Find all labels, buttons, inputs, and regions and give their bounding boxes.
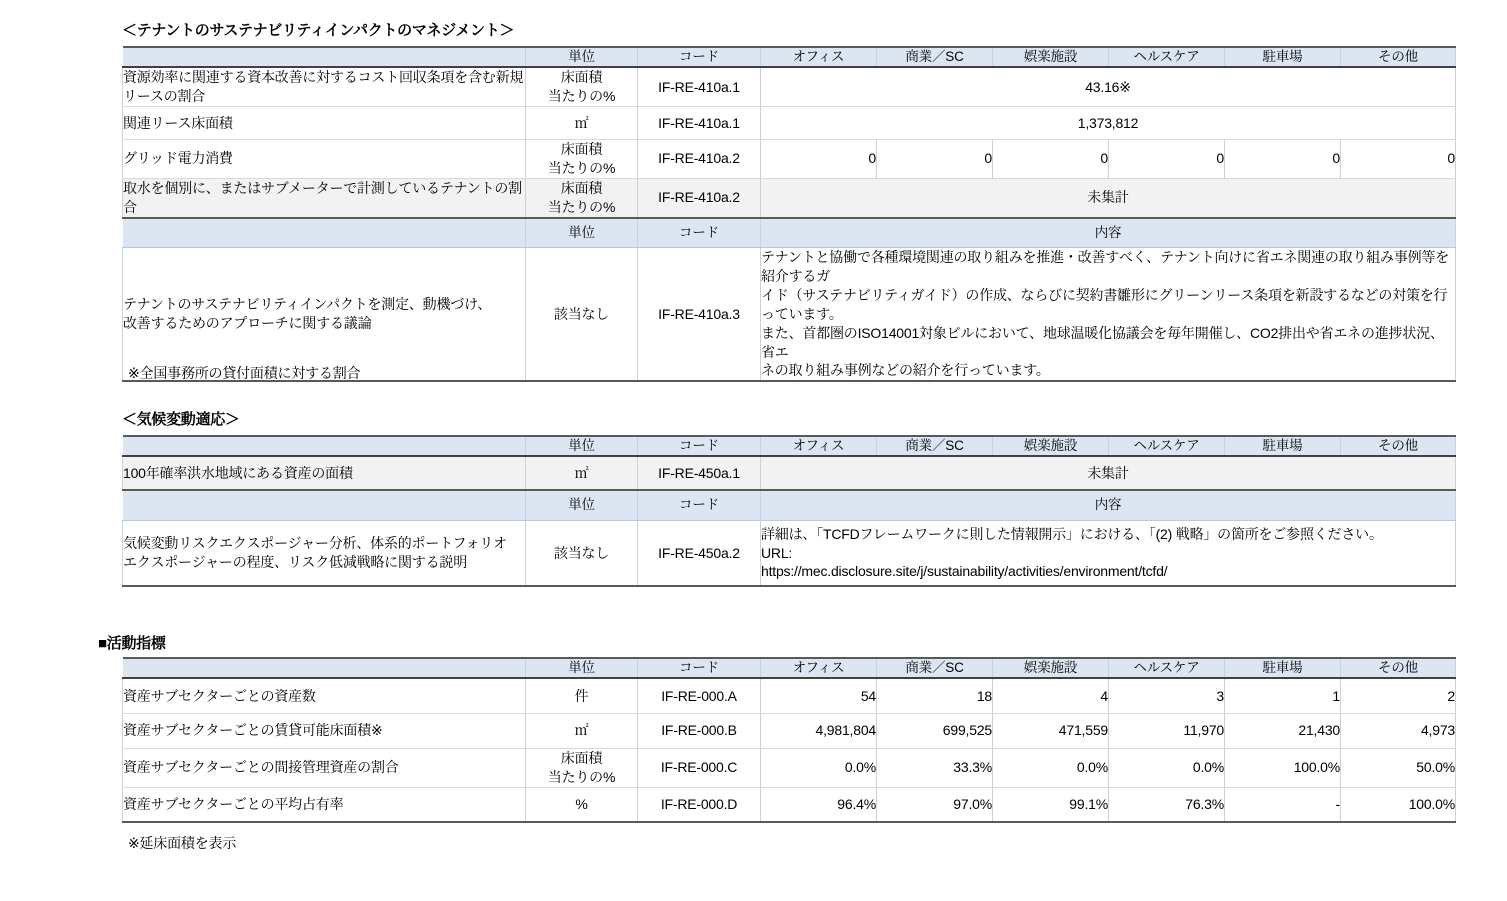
table-row xyxy=(123,748,1456,787)
subheader-code: コード xyxy=(638,218,761,248)
row-merged-value: 43.16※ xyxy=(761,67,1456,106)
unit-line-1: 床面積 xyxy=(560,141,603,157)
header-category-healthcare: ヘルスケア xyxy=(1109,436,1225,456)
row-value-entertainment: 0 xyxy=(993,140,1109,179)
subheader-unit: 単位 xyxy=(526,218,638,248)
row-value-parking: 21,430 xyxy=(1225,713,1341,748)
section-title-climate-adaptation: ＜気候変動適応＞ xyxy=(122,411,240,428)
row-label: グリッド電力消費 xyxy=(123,140,526,179)
unit-line-1: 床面積 xyxy=(560,179,603,196)
header-category-parking: 駐車場 xyxy=(1225,436,1341,456)
header-code: コード xyxy=(638,436,761,456)
row-unit xyxy=(526,748,638,787)
row-unit xyxy=(526,178,638,217)
header-category-parking: 駐車場 xyxy=(1225,47,1341,67)
unit-line-1: 床面積 xyxy=(560,69,603,86)
unit-line-2: 当たりの% xyxy=(547,768,616,785)
row-description xyxy=(761,248,1456,382)
table-header-row xyxy=(123,436,1456,456)
subheader-code: コード xyxy=(638,490,761,520)
row-value-office: 54 xyxy=(761,678,877,713)
unit-line-1: 床面積 xyxy=(560,749,603,766)
description-line-3: また、首都圏のISO14001対象ビルにおいて、地球温暖化協議会を毎年開催し、CO2排出や省エネの進捗状況、省エ xyxy=(761,324,1444,360)
row-label-line-1: テナントのサステナビリティインパクトを測定、動機づけ、 xyxy=(123,296,492,313)
row-code: IF-RE-000.C xyxy=(638,748,761,787)
row-label: 関連リース床面積 xyxy=(123,107,526,140)
row-code: IF-RE-000.D xyxy=(638,787,761,822)
row-value-healthcare: 11,970 xyxy=(1109,713,1225,748)
header-category-entertainment: 娯楽施設 xyxy=(993,658,1109,678)
unit-line-2: 当たりの% xyxy=(547,198,616,215)
row-label: 資産サブセクターごとの平均占有率 xyxy=(123,787,526,822)
row-value-other: 4,973 xyxy=(1341,713,1456,748)
row-merged-value: 未集計 xyxy=(761,456,1456,490)
row-value-office: 0 xyxy=(761,140,877,179)
row-value-entertainment: 4 xyxy=(993,678,1109,713)
row-label-line-1: 気候変動リスクエクスポージャー分析、体系的ポートフォリオ xyxy=(123,535,507,552)
description-line-1: テナントと協働で各種環境関連の取り組みを推進・改善すべく、テナント向けに省エネ関連の取り組み事例等を紹介するガ xyxy=(761,249,1450,284)
row-value-other: 100.0% xyxy=(1341,787,1456,822)
row-code: IF-RE-450a.1 xyxy=(638,456,761,490)
row-unit: % xyxy=(526,787,638,822)
header-code: コード xyxy=(638,47,761,67)
header-code: コード xyxy=(638,658,761,678)
row-label: 資産サブセクターごとの間接管理資産の割合 xyxy=(123,748,526,787)
table-text-row xyxy=(123,248,1456,382)
header-unit: 単位 xyxy=(526,47,638,67)
header-category-healthcare: ヘルスケア xyxy=(1109,658,1225,678)
header-category-entertainment: 娯楽施設 xyxy=(993,436,1109,456)
row-value-retail: 97.0% xyxy=(877,787,993,822)
subheader-unit: 単位 xyxy=(526,490,638,520)
section-title-activity-indicators: ■活動指標 xyxy=(98,635,166,652)
table-activity-indicators xyxy=(122,657,1456,823)
row-value-entertainment: 0.0% xyxy=(993,748,1109,787)
row-unit: ㎡ xyxy=(526,713,638,748)
footnote-activity-indicators: ※延床面積を表示 xyxy=(128,835,237,851)
row-unit xyxy=(526,140,638,179)
row-value-parking: 100.0% xyxy=(1225,748,1341,787)
row-label: 資産サブセクターごとの賃貸可能床面積※ xyxy=(123,713,526,748)
row-label: 取水を個別に、またはサブメーターで計測しているテナントの割合 xyxy=(123,178,526,217)
footnote-tenant-sustainability: ※全国事務所の貸付面積に対する割合 xyxy=(128,365,361,381)
description-line-2: URL: xyxy=(761,544,793,561)
description-line-1: 詳細は、「TCFDフレームワークに則した情報開示」における、「(2) 戦略」の箇所をご参照ください。 xyxy=(761,525,1383,542)
header-blank xyxy=(123,436,526,456)
header-category-healthcare: ヘルスケア xyxy=(1109,47,1225,67)
row-unit: 該当なし xyxy=(526,520,638,586)
row-description xyxy=(761,520,1456,586)
row-value-parking: - xyxy=(1225,787,1341,822)
table-row xyxy=(123,713,1456,748)
row-code: IF-RE-410a.1 xyxy=(638,107,761,140)
header-category-entertainment: 娯楽施設 xyxy=(993,47,1109,67)
table-subheader-row xyxy=(123,490,1456,520)
row-label xyxy=(123,520,526,586)
header-unit: 単位 xyxy=(526,436,638,456)
row-value-retail: 18 xyxy=(877,678,993,713)
row-unit: ㎡ xyxy=(526,456,638,490)
row-value-retail: 0 xyxy=(877,140,993,179)
header-category-retail: 商業／SC xyxy=(877,436,993,456)
row-value-other: 2 xyxy=(1341,678,1456,713)
header-category-retail: 商業／SC xyxy=(877,47,993,67)
header-category-retail: 商業／SC xyxy=(877,658,993,678)
subheader-content: 内容 xyxy=(761,490,1456,520)
row-label xyxy=(123,248,526,382)
table-header-row xyxy=(123,47,1456,67)
description-line-4: ネの取り組み事例などの紹介を行っています。 xyxy=(761,362,1050,379)
row-code: IF-RE-000.A xyxy=(638,678,761,713)
row-code: IF-RE-450a.2 xyxy=(638,520,761,586)
description-line-2: イド（サステナビリティガイド）の作成、ならびに契約書雛形にグリーンリース条項を新設するなどの対策を行っています。 xyxy=(761,286,1448,322)
row-value-other: 0 xyxy=(1341,140,1456,179)
row-value-entertainment: 471,559 xyxy=(993,713,1109,748)
header-category-other: その他 xyxy=(1341,658,1456,678)
row-code: IF-RE-410a.2 xyxy=(638,140,761,179)
row-value-parking: 1 xyxy=(1225,678,1341,713)
row-value-healthcare: 0.0% xyxy=(1109,748,1225,787)
row-label-line-2: エクスポージャーの程度、リスク低減戦略に関する説明 xyxy=(123,553,468,570)
row-label: 100年確率洪水地域にある資産の面積 xyxy=(123,456,526,490)
row-value-entertainment: 99.1% xyxy=(993,787,1109,822)
row-unit: 該当なし xyxy=(526,248,638,382)
section-title-tenant-sustainability: ＜テナントのサステナビリティインパクトのマネジメント＞ xyxy=(122,22,515,39)
row-code: IF-RE-410a.2 xyxy=(638,178,761,217)
table-row xyxy=(123,456,1456,490)
row-merged-value: 未集計 xyxy=(761,178,1456,217)
header-category-office: オフィス xyxy=(761,47,877,67)
row-code: IF-RE-000.B xyxy=(638,713,761,748)
row-merged-value: 1,373,812 xyxy=(761,107,1456,140)
header-category-other: その他 xyxy=(1341,47,1456,67)
table-climate-adaptation xyxy=(122,435,1456,587)
row-value-healthcare: 0 xyxy=(1109,140,1225,179)
row-label-line-2: 改善するためのアプローチに関する議論 xyxy=(123,315,372,332)
row-code: IF-RE-410a.3 xyxy=(638,248,761,382)
subheader-blank xyxy=(123,490,526,520)
header-blank xyxy=(123,658,526,678)
table-row xyxy=(123,107,1456,140)
table-text-row xyxy=(123,520,1456,586)
row-label: 資源効率に関連する資本改善に対するコスト回収条項を含む新規リースの割合 xyxy=(123,67,526,106)
row-value-retail: 33.3% xyxy=(877,748,993,787)
subheader-content: 内容 xyxy=(761,218,1456,248)
header-unit: 単位 xyxy=(526,658,638,678)
table-row xyxy=(123,67,1456,106)
subheader-blank xyxy=(123,218,526,248)
row-unit: ㎡ xyxy=(526,107,638,140)
row-value-office: 0.0% xyxy=(761,748,877,787)
table-row xyxy=(123,140,1456,179)
unit-line-2: 当たりの% xyxy=(547,88,616,105)
table-row xyxy=(123,787,1456,822)
row-code: IF-RE-410a.1 xyxy=(638,67,761,106)
unit-line-2: 当たりの% xyxy=(547,159,616,176)
header-category-parking: 駐車場 xyxy=(1225,658,1341,678)
table-tenant-sustainability xyxy=(122,46,1456,382)
row-value-retail: 699,525 xyxy=(877,713,993,748)
table-row xyxy=(123,678,1456,713)
row-unit xyxy=(526,67,638,106)
header-blank xyxy=(123,47,526,67)
header-category-office: オフィス xyxy=(761,436,877,456)
row-value-healthcare: 3 xyxy=(1109,678,1225,713)
table-row xyxy=(123,178,1456,217)
row-value-parking: 0 xyxy=(1225,140,1341,179)
row-unit: 件 xyxy=(526,678,638,713)
header-category-office: オフィス xyxy=(761,658,877,678)
row-label: 資産サブセクターごとの資産数 xyxy=(123,678,526,713)
description-url[interactable]: https://mec.disclosure.site/j/sustainability/activities/environment/tcfd/ xyxy=(761,563,1168,580)
header-category-other: その他 xyxy=(1341,436,1456,456)
row-value-other: 50.0% xyxy=(1341,748,1456,787)
row-value-office: 4,981,804 xyxy=(761,713,877,748)
table-header-row xyxy=(123,658,1456,678)
table-subheader-row xyxy=(123,218,1456,248)
row-value-office: 96.4% xyxy=(761,787,877,822)
row-value-healthcare: 76.3% xyxy=(1109,787,1225,822)
